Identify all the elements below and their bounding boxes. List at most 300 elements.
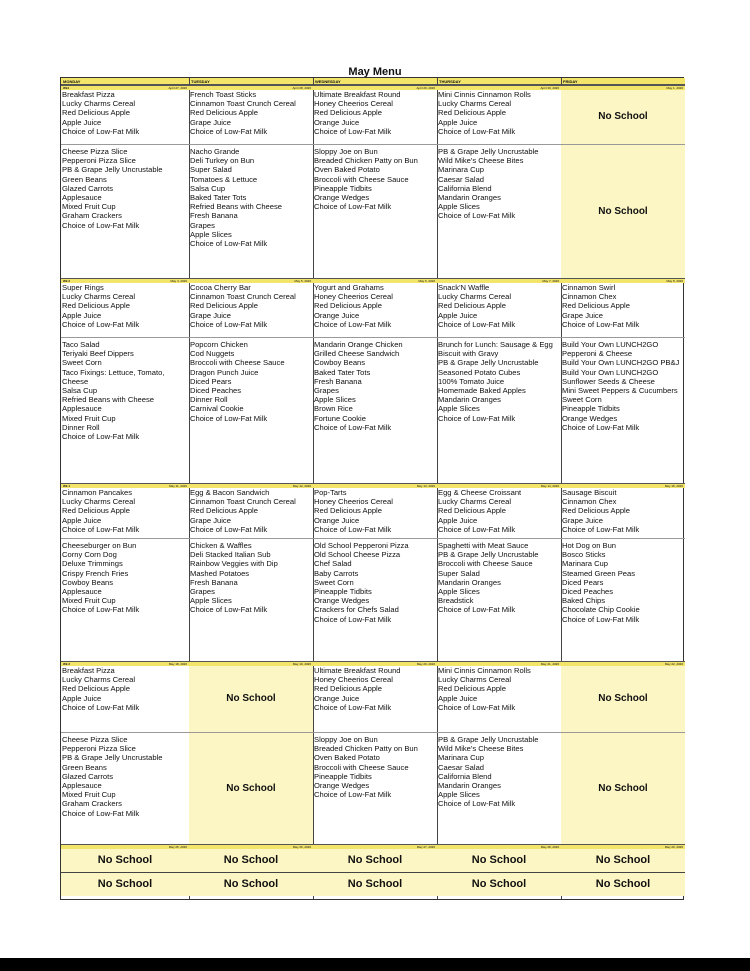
menu-item: Orange Wedges xyxy=(314,781,370,791)
menu-item: Applesauce xyxy=(62,587,102,597)
menu-item: Grape Juice xyxy=(562,515,603,525)
meal-divider xyxy=(61,538,685,539)
menu-item: Pineapple Tidbits xyxy=(314,587,372,597)
menu-item: Build Your Own LUNCH2GO PB&J xyxy=(562,358,680,368)
menu-item: Snack'N Waffle xyxy=(438,283,490,292)
date-label: May 1, 2026 xyxy=(666,86,683,90)
date-label: April 30, 2026 xyxy=(540,86,559,90)
menu-item: Choice of Low-Fat Milk xyxy=(62,126,140,136)
menu-item: Sweet Corn xyxy=(62,358,102,368)
menu-item: Apple Juice xyxy=(62,117,102,127)
menu-item: Caesar Salad xyxy=(438,174,485,184)
menu-item: Choice of Low-Fat Milk xyxy=(562,524,640,534)
menu-item: Ultimate Breakfast Round xyxy=(314,90,401,99)
menu-item: Apple Slices xyxy=(190,596,232,606)
menu-item: Super Salad xyxy=(438,568,480,578)
menu-item: Breaded Chicken Patty on Bun xyxy=(314,156,418,166)
menu-item: Honey Cheerios Cereal xyxy=(314,99,393,109)
menu-item: Choice of Low-Fat Milk xyxy=(190,605,268,615)
menu-item: Apple Slices xyxy=(314,395,356,405)
menu-item: California Blend xyxy=(438,183,492,193)
menu-item: Dinner Roll xyxy=(62,422,100,432)
menu-item: Cowboy Beans xyxy=(62,577,114,587)
date-label: May 14, 2026 xyxy=(540,484,559,488)
menu-item: Applesauce xyxy=(62,781,102,791)
menu-item: Honey Cheerios Cereal xyxy=(314,292,393,302)
menu-item: Choice of Low-Fat Milk xyxy=(62,220,140,230)
no-school-cell: No School xyxy=(189,733,313,844)
menu-item: Baby Carrots xyxy=(314,568,359,578)
date-label: May 18, 2026 xyxy=(168,662,187,666)
menu-item: Sweet Corn xyxy=(562,395,602,405)
menu-item: Lucky Charms Cereal xyxy=(438,675,512,685)
menu-item: Apple Slices xyxy=(438,790,480,800)
breakfast-cell xyxy=(313,283,437,337)
breakfast-cell xyxy=(437,488,561,538)
day-header: MONDAY xyxy=(61,78,189,85)
lunch-cell xyxy=(61,147,189,278)
lunch-cell xyxy=(437,340,561,483)
menu-item: Glazed Carrots xyxy=(62,771,114,781)
menu-item: Choice of Low-Fat Milk xyxy=(438,126,516,136)
menu-item: Apple Slices xyxy=(438,587,480,597)
menu-item: Dinner Roll xyxy=(190,395,228,405)
menu-item: Orange Juice xyxy=(314,515,360,525)
menu-item: Choice of Low-Fat Milk xyxy=(438,799,516,809)
day-header: TUESDAY xyxy=(189,78,313,85)
breakfast-cell xyxy=(561,283,685,337)
menu-item: PB & Grape Jelly Uncrustable xyxy=(438,358,539,368)
menu-item: Apple Juice xyxy=(62,693,102,703)
lunch-cell xyxy=(437,147,561,278)
menu-item: Wild Mike's Cheese Bites xyxy=(438,156,524,166)
menu-item: Taco Salad xyxy=(62,340,100,349)
menu-item: Crackers for Chefs Salad xyxy=(314,605,399,615)
date-label: May 27, 2026 xyxy=(416,845,435,849)
date-label: May 12, 2026 xyxy=(292,484,311,488)
menu-item: Apple Juice xyxy=(438,310,478,320)
menu-item: Mixed Fruit Cup xyxy=(62,413,116,423)
date-label: May 25, 2026 xyxy=(168,845,187,849)
menu-item: Egg & Cheese Croissant xyxy=(438,488,522,497)
no-school-cell: No School xyxy=(561,90,685,144)
breakfast-cell xyxy=(561,488,685,538)
menu-item: Choice of Low-Fat Milk xyxy=(438,413,516,423)
menu-item: Marinara Cup xyxy=(562,559,609,569)
menu-item: Choice of Low-Fat Milk xyxy=(314,524,392,534)
menu-item: Build Your Own LUNCH2GO Sunflower Seeds & Cheese xyxy=(562,367,659,386)
menu-item: Mixed Fruit Cup xyxy=(62,596,116,606)
date-label: May 28, 2026 xyxy=(540,845,559,849)
menu-item: PB & Grape Jelly Uncrustable xyxy=(62,753,163,763)
menu-item: Super Salad xyxy=(190,165,232,175)
menu-item: Apple Juice xyxy=(438,117,478,127)
menu-item: Applesauce xyxy=(62,404,102,414)
no-school-cell: No School xyxy=(561,733,685,844)
menu-item: Marinara Cup xyxy=(438,165,485,175)
menu-item: Lucky Charms Cereal xyxy=(62,497,136,507)
lunch-cell xyxy=(189,147,313,278)
no-school-cell: No School xyxy=(61,849,189,872)
menu-item: Grape Juice xyxy=(190,310,231,320)
menu-item: Red Delicious Apple xyxy=(190,108,258,118)
lunch-cell xyxy=(189,541,313,661)
no-school-cell: No School xyxy=(189,849,313,872)
menu-item: Mandarin Orange Chicken xyxy=(314,340,403,349)
menu-item: Homemade Baked Apples xyxy=(438,386,526,396)
menu-item: Sausage Biscuit xyxy=(562,488,617,497)
date-label: May 22, 2026 xyxy=(664,662,683,666)
menu-item: Breakfast Pizza xyxy=(62,90,115,99)
menu-item: Apple Juice xyxy=(438,515,478,525)
lunch-cell xyxy=(437,541,561,661)
menu-item: Taco Fixings: Lettuce, Tomato, Cheese xyxy=(62,367,165,386)
menu-item: Ultimate Breakfast Round xyxy=(314,666,401,675)
menu-item: Cinnamon Swirl xyxy=(562,283,616,292)
menu-item: Choice of Low-Fat Milk xyxy=(314,126,392,136)
lunch-cell xyxy=(61,340,189,483)
date-label: April 27, 2026 xyxy=(168,86,187,90)
page-title: May Menu xyxy=(348,66,402,78)
menu-item: Applesauce xyxy=(62,193,102,203)
menu-item: Orange Wedges xyxy=(314,193,370,203)
menu-item: Broccoli with Cheese Sauce xyxy=(190,358,285,368)
breakfast-cell xyxy=(313,90,437,144)
menu-item: Broccoli with Cheese Sauce xyxy=(438,559,533,569)
menu-item: Crispy French Fries xyxy=(62,568,129,578)
menu-item: Apple Slices xyxy=(438,404,480,414)
menu-item: Refried Beans with Cheese xyxy=(190,202,283,212)
date-label: May 21, 2026 xyxy=(540,662,559,666)
row-divider xyxy=(61,872,685,873)
menu-item: Red Delicious Apple xyxy=(438,506,506,516)
breakfast-cell xyxy=(61,90,189,144)
menu-item: Fresh Banana xyxy=(190,577,238,587)
menu-item: Apple Juice xyxy=(438,693,478,703)
menu-item: Cinnamon Pancakes xyxy=(62,488,133,497)
breakfast-cell xyxy=(61,488,189,538)
menu-item: Grapes xyxy=(314,386,339,396)
menu-item: Brown Rice xyxy=(314,404,353,414)
breakfast-cell xyxy=(437,90,561,144)
menu-item: Red Delicious Apple xyxy=(314,684,382,694)
menu-item: Red Delicious Apple xyxy=(562,506,630,516)
day-header: FRIDAY xyxy=(561,78,685,85)
date-label: May 6, 2026 xyxy=(418,279,435,283)
no-school-cell: No School xyxy=(561,849,685,872)
menu-item: Choice of Low-Fat Milk xyxy=(438,605,516,615)
menu-item: Red Delicious Apple xyxy=(190,301,258,311)
menu-item: Mixed Fruit Cup xyxy=(62,202,116,212)
menu-item: Mini Cinnis Cinnamon Rolls xyxy=(438,666,531,675)
menu-item: Grilled Cheese Sandwich xyxy=(314,349,400,359)
menu-item: Chocolate Chip Cookie xyxy=(562,605,640,615)
date-label: May 19, 2026 xyxy=(292,662,311,666)
menu-item: Mandarin Oranges xyxy=(438,781,501,791)
menu-item: Choice of Low-Fat Milk xyxy=(62,319,140,329)
menu-item: Choice of Low-Fat Milk xyxy=(190,319,268,329)
menu-item: Cheeseburger on Bun xyxy=(62,541,137,550)
menu-item: Baked Tater Tots xyxy=(190,193,247,203)
menu-item: Apple Slices xyxy=(438,202,480,212)
menu-item: Salsa Cup xyxy=(190,183,226,193)
menu-item: Choice of Low-Fat Milk xyxy=(314,790,392,800)
breakfast-cell xyxy=(189,488,313,538)
lunch-cell xyxy=(561,340,685,483)
breakfast-cell xyxy=(189,283,313,337)
menu-item: Brunch for Lunch: Sausage & Egg Biscuit with Gravy xyxy=(438,340,553,359)
menu-item: Sloppy Joe on Bun xyxy=(314,735,378,744)
day-header: WEDNESDAY xyxy=(313,78,437,85)
menu-item: Choice of Low-Fat Milk xyxy=(562,614,640,624)
meal-divider xyxy=(61,337,685,338)
no-school-cell: No School xyxy=(313,873,437,896)
lunch-cell xyxy=(189,340,313,483)
date-label: April 28, 2026 xyxy=(292,86,311,90)
lunch-cell xyxy=(561,541,685,661)
menu-item: Orange Juice xyxy=(314,693,360,703)
menu-item: Cinnamon Toast Crunch Cereal xyxy=(190,99,296,109)
date-label: May 7, 2026 xyxy=(542,279,559,283)
menu-item: Diced Peaches xyxy=(562,587,614,597)
menu-item: Choice of Low-Fat Milk xyxy=(314,422,392,432)
menu-item: Orange Juice xyxy=(314,310,360,320)
menu-item: Mini Sweet Peppers & Cucumbers xyxy=(562,386,678,396)
menu-item: Mashed Potatoes xyxy=(190,568,250,578)
menu-item: Dragon Punch Juice xyxy=(190,367,259,377)
week-label: Wk 1 xyxy=(63,484,71,488)
menu-item: Glazed Carrots xyxy=(62,183,114,193)
menu-item: Broccoli with Cheese Sauce xyxy=(314,174,409,184)
menu-item: Pop-Tarts xyxy=(314,488,347,497)
menu-item: Lucky Charms Cereal xyxy=(62,99,136,109)
menu-item: Choice of Low-Fat Milk xyxy=(62,432,140,442)
menu-item: PB & Grape Jelly Uncrustable xyxy=(438,147,539,156)
menu-item: Cinnamon Chex xyxy=(562,292,617,302)
lunch-cell xyxy=(61,735,189,844)
menu-item: Choice of Low-Fat Milk xyxy=(62,702,140,712)
date-label: May 13, 2026 xyxy=(416,484,435,488)
menu-item: Choice of Low-Fat Milk xyxy=(438,211,516,221)
menu-item: Red Delicious Apple xyxy=(438,301,506,311)
menu-item: Choice of Low-Fat Milk xyxy=(190,413,268,423)
menu-item: Oven Baked Potato xyxy=(314,165,380,175)
menu-item: Green Beans xyxy=(62,174,107,184)
menu-item: Red Delicious Apple xyxy=(438,108,506,118)
no-school-cell: No School xyxy=(437,873,561,896)
menu-item: Cheese Pizza Slice xyxy=(62,735,128,744)
menu-item: Pepperoni Pizza Slice xyxy=(62,744,136,754)
menu-item: Cowboy Beans xyxy=(314,358,366,368)
menu-item: Salsa Cup xyxy=(62,386,98,396)
menu-item: Red Delicious Apple xyxy=(62,108,130,118)
menu-item: Mandarin Oranges xyxy=(438,577,501,587)
date-label: May 15, 2026 xyxy=(664,484,683,488)
breakfast-cell xyxy=(313,488,437,538)
menu-item: Corny Corn Dog xyxy=(62,550,117,560)
menu-item: Choice of Low-Fat Milk xyxy=(190,126,268,136)
menu-item: Honey Cheerios Cereal xyxy=(314,497,393,507)
menu-item: Graham Crackers xyxy=(62,799,122,809)
menu-item: Pineapple Tidbits xyxy=(314,771,372,781)
no-school-cell: No School xyxy=(61,873,189,896)
menu-item: Deli Stacked Italian Sub xyxy=(190,550,271,560)
menu-item: Tomatoes & Lettuce xyxy=(190,174,258,184)
menu-item: Grape Juice xyxy=(562,310,603,320)
menu-item: Carnival Cookie xyxy=(190,404,244,414)
menu-item: Broccoli with Cheese Sauce xyxy=(314,762,409,772)
menu-item: PB & Grape Jelly Uncrustable xyxy=(62,165,163,175)
menu-item: Honey Cheerios Cereal xyxy=(314,675,393,685)
no-school-cell: No School xyxy=(189,666,313,732)
lunch-cell xyxy=(313,147,437,278)
date-label: April 29, 2026 xyxy=(416,86,435,90)
breakfast-cell xyxy=(313,666,437,732)
menu-item: Egg & Bacon Sandwich xyxy=(190,488,270,497)
menu-item: Deluxe Trimmings xyxy=(62,559,123,569)
no-school-cell: No School xyxy=(313,849,437,872)
menu-grid xyxy=(60,77,684,900)
menu-item: Fortune Cookie xyxy=(314,413,366,423)
week-label: Wk1 xyxy=(63,86,70,90)
menu-item: Choice of Low-Fat Milk xyxy=(314,702,392,712)
lunch-cell xyxy=(313,340,437,483)
menu-item: Fresh Banana xyxy=(190,211,238,221)
menu-item: Choice of Low-Fat Milk xyxy=(62,605,140,615)
menu-item: Graham Crackers xyxy=(62,211,122,221)
menu-item: Nacho Grande xyxy=(190,147,240,156)
menu-item: Lucky Charms Cereal xyxy=(438,292,512,302)
menu-item: Lucky Charms Cereal xyxy=(62,675,136,685)
menu-item: Choice of Low-Fat Milk xyxy=(314,202,392,212)
menu-item: Lucky Charms Cereal xyxy=(62,292,136,302)
no-school-cell: No School xyxy=(437,849,561,872)
menu-item: Red Delicious Apple xyxy=(562,301,630,311)
week-label: Wk 2 xyxy=(63,279,71,283)
menu-item: Choice of Low-Fat Milk xyxy=(190,524,268,534)
menu-item: Green Beans xyxy=(62,762,107,772)
menu-item: Diced Peaches xyxy=(190,386,242,396)
breakfast-cell xyxy=(437,666,561,732)
date-label: May 26, 2026 xyxy=(292,845,311,849)
breakfast-cell xyxy=(61,283,189,337)
menu-item: Cinnamon Toast Crunch Cereal xyxy=(190,292,296,302)
menu-item: Caesar Salad xyxy=(438,762,485,772)
menu-item: Lucky Charms Cereal xyxy=(438,497,512,507)
menu-item: Cinnamon Toast Crunch Cereal xyxy=(190,497,296,507)
menu-item: Breakfast Pizza xyxy=(62,666,115,675)
no-school-cell: No School xyxy=(189,873,313,896)
menu-item: Chicken & Waffles xyxy=(190,541,252,550)
menu-item: Choice of Low-Fat Milk xyxy=(438,319,516,329)
menu-item: Lucky Charms Cereal xyxy=(438,99,512,109)
menu-item: Fresh Banana xyxy=(314,376,362,386)
menu-item: Choice of Low-Fat Milk xyxy=(62,808,140,818)
menu-item: Build Your Own LUNCH2GO Pepperoni & Cheese xyxy=(562,340,659,359)
no-school-cell: No School xyxy=(561,873,685,896)
menu-item: Old School Cheese Pizza xyxy=(314,550,401,560)
menu-item: Cocoa Cherry Bar xyxy=(190,283,251,292)
menu-item: PB & Grape Jelly Uncrustable xyxy=(438,735,539,744)
menu-item: Steamed Green Peas xyxy=(562,568,636,578)
day-header: THURSDAY xyxy=(437,78,561,85)
menu-item: Cheese Pizza Slice xyxy=(62,147,128,156)
menu-item: Red Delicious Apple xyxy=(62,506,130,516)
menu-item: Choice of Low-Fat Milk xyxy=(314,319,392,329)
menu-item: Choice of Low-Fat Milk xyxy=(562,319,640,329)
menu-item: Old School Pepperoni Pizza xyxy=(314,541,409,550)
menu-item: Yogurt and Grahams xyxy=(314,283,384,292)
menu-item: Oven Baked Potato xyxy=(314,753,380,763)
menu-item: Pepperoni Pizza Slice xyxy=(62,156,136,166)
menu-item: Orange Wedges xyxy=(314,596,370,606)
date-label: May 5, 2026 xyxy=(294,279,311,283)
menu-item: Red Delicious Apple xyxy=(314,506,382,516)
menu-item: Breadstick xyxy=(438,596,474,606)
menu-item: Popcorn Chicken xyxy=(190,340,248,349)
menu-item: Seasoned Potato Cubes xyxy=(438,367,521,377)
menu-item: Choice of Low-Fat Milk xyxy=(190,239,268,249)
menu-item: Grapes xyxy=(190,220,215,230)
menu-item: 100% Tomato Juice xyxy=(438,376,505,386)
menu-item: PB & Grape Jelly Uncrustable xyxy=(438,550,539,560)
menu-item: Mixed Fruit Cup xyxy=(62,790,116,800)
menu-item: Pineapple Tidbits xyxy=(562,404,620,414)
menu-item: Red Delicious Apple xyxy=(190,506,258,516)
menu-item: Apple Juice xyxy=(62,310,102,320)
menu-item: French Toast Sticks xyxy=(190,90,257,99)
lunch-cell xyxy=(313,735,437,844)
menu-item: Baked Tater Tots xyxy=(314,367,371,377)
menu-item: Apple Juice xyxy=(62,515,102,525)
no-school-cell: No School xyxy=(561,145,685,278)
menu-item: Spaghetti with Meat Sauce xyxy=(438,541,529,550)
menu-item: Orange Juice xyxy=(314,117,360,127)
menu-item: Choice of Low-Fat Milk xyxy=(62,524,140,534)
menu-item: Super Rings xyxy=(62,283,104,292)
menu-item: Red Delicious Apple xyxy=(62,684,130,694)
week-label: Wk 2 xyxy=(63,662,71,666)
date-label: May 11, 2026 xyxy=(169,484,187,488)
menu-item: Wild Mike's Cheese Bites xyxy=(438,744,524,754)
menu-item: Diced Pears xyxy=(562,577,604,587)
menu-item: Choice of Low-Fat Milk xyxy=(438,524,516,534)
breakfast-cell xyxy=(61,666,189,732)
date-label: May 8, 2026 xyxy=(666,279,683,283)
menu-item: Pineapple Tidbits xyxy=(314,183,372,193)
menu-item: Mandarin Oranges xyxy=(438,395,501,405)
menu-item: Red Delicious Apple xyxy=(314,108,382,118)
breakfast-cell xyxy=(437,283,561,337)
menu-item: Grape Juice xyxy=(190,515,231,525)
menu-item: Diced Pears xyxy=(190,376,232,386)
footer-bar xyxy=(0,958,750,971)
lunch-cell xyxy=(61,541,189,661)
menu-item: Sweet Corn xyxy=(314,577,354,587)
menu-item: Grapes xyxy=(190,587,215,597)
date-label: May 20, 2026 xyxy=(416,662,435,666)
menu-item: Baked Chips xyxy=(562,596,606,606)
menu-item: Mandarin Oranges xyxy=(438,193,501,203)
menu-item: Choice of Low-Fat Milk xyxy=(314,614,392,624)
menu-item: Refried Beans with Cheese xyxy=(62,395,155,405)
lunch-cell xyxy=(313,541,437,661)
menu-item: Red Delicious Apple xyxy=(62,301,130,311)
no-school-cell: No School xyxy=(561,666,685,732)
menu-item: Marinara Cup xyxy=(438,753,485,763)
menu-item: Cod Nuggets xyxy=(190,349,235,359)
lunch-cell xyxy=(437,735,561,844)
